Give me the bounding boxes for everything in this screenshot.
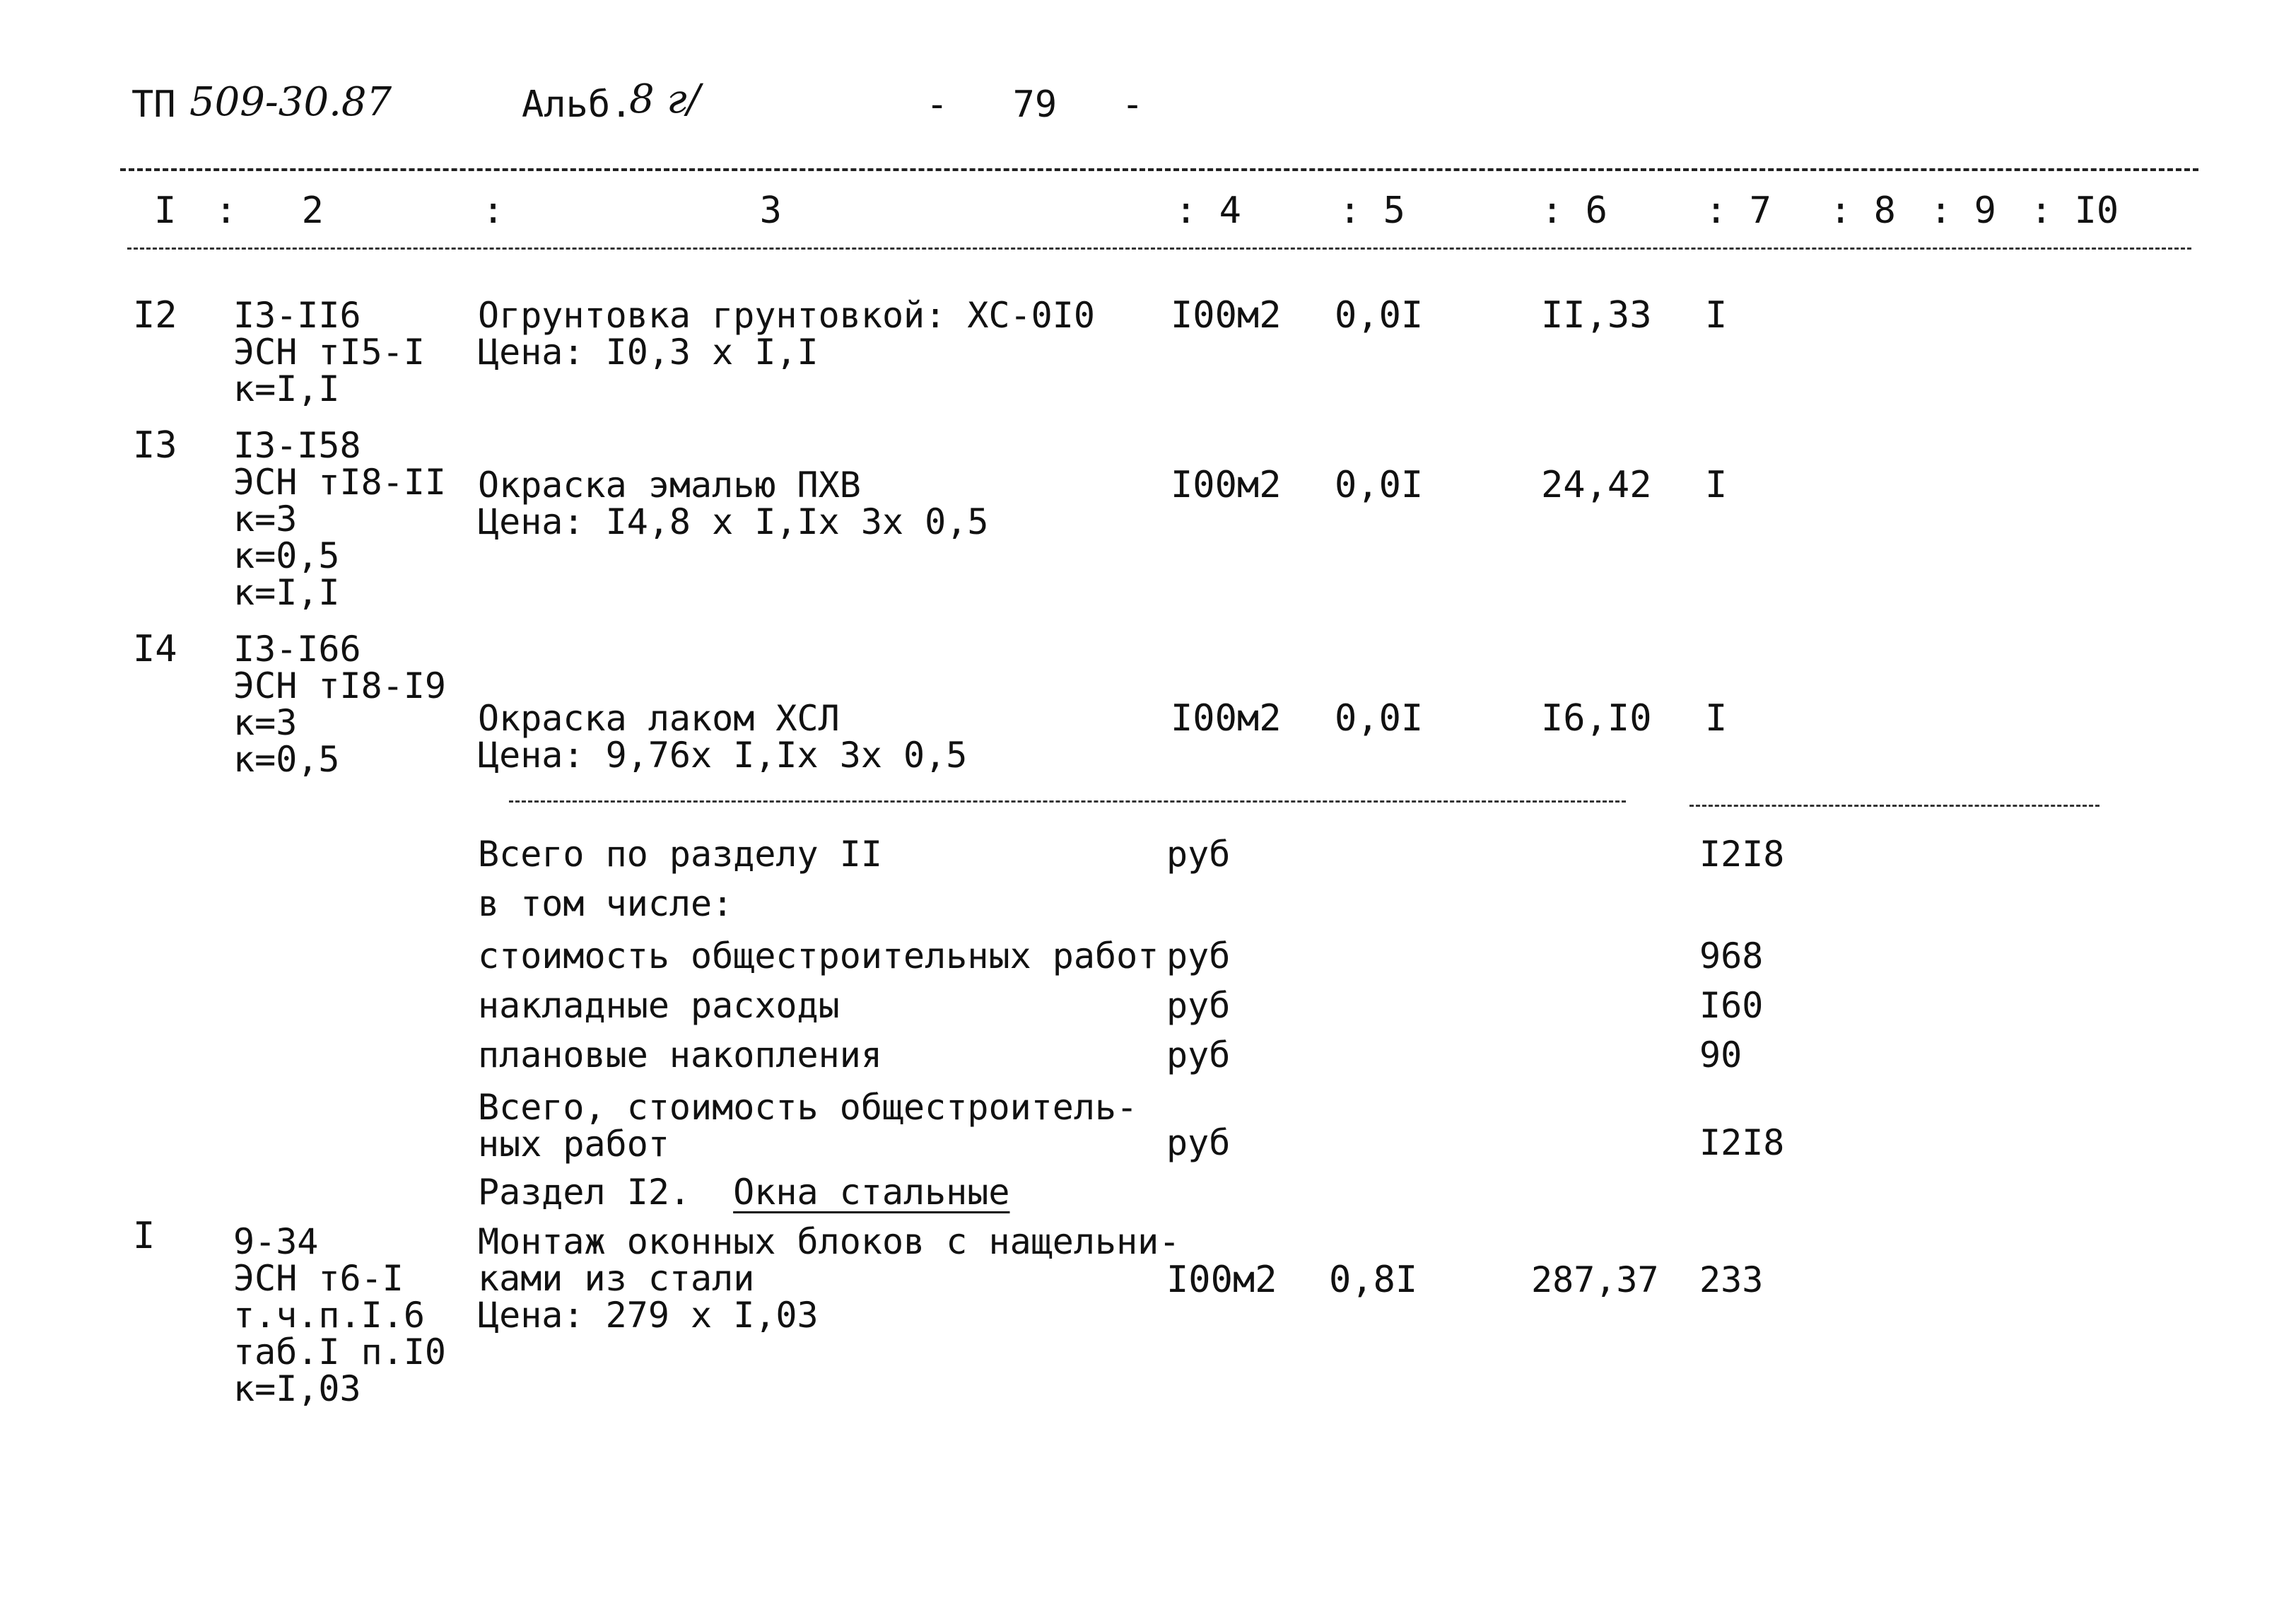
unit-price: 24,42 bbox=[1541, 464, 1652, 506]
work-description: Монтаж оконных блоков с нащельни- ками из стали Цена: 279 х I,03 bbox=[478, 1221, 1181, 1336]
unit: I00м2 bbox=[1171, 697, 1282, 740]
unit: I00м2 bbox=[1171, 464, 1282, 506]
doc-code-label: ТП bbox=[131, 83, 176, 126]
summary-unit: руб bbox=[1166, 935, 1231, 977]
quantity: 0,0I bbox=[1335, 697, 1424, 740]
quantity: 0,0I bbox=[1335, 464, 1424, 506]
summary-value: I60 bbox=[1699, 985, 1764, 1026]
col-header-8: : 8 bbox=[1829, 190, 1896, 232]
quantity: 0,0I bbox=[1335, 294, 1424, 337]
unit: I00м2 bbox=[1166, 1259, 1277, 1301]
norm-code: I3-I66 ЭСН тI8-I9 к=3 к=0,5 bbox=[233, 629, 447, 780]
unit: I00м2 bbox=[1171, 294, 1282, 337]
summary-unit: руб bbox=[1166, 985, 1231, 1026]
col-header-5: : 5 bbox=[1339, 190, 1405, 232]
summary-label: в том числе: bbox=[478, 883, 734, 924]
album-label: Альб. bbox=[522, 83, 633, 126]
norm-code: 9-34 ЭСН т6-I т.ч.п.I.6 таб.I п.I0 к=I,03 bbox=[233, 1221, 447, 1409]
col-header-1: I bbox=[154, 190, 177, 232]
row-number: I4 bbox=[133, 628, 177, 670]
col-header-9: : 9 bbox=[1930, 190, 1996, 232]
total-cost: I bbox=[1705, 697, 1728, 740]
page-number: - 79 - bbox=[926, 83, 1144, 126]
col-header-2: : 2 bbox=[215, 190, 324, 232]
norm-code: I3-I58 ЭСН тI8-II к=3 к=0,5 к=I,I bbox=[233, 425, 447, 613]
summary-value: 968 bbox=[1699, 935, 1764, 977]
total-cost: 233 bbox=[1699, 1259, 1764, 1300]
summary-label: Всего, стоимость общестроитель- ных работ bbox=[478, 1087, 1138, 1165]
summary-unit: руб bbox=[1166, 834, 1231, 875]
col-header-3: : 3 bbox=[482, 190, 782, 232]
summary-separator bbox=[509, 800, 1626, 803]
summary-label: накладные расходы bbox=[478, 985, 840, 1026]
work-description: Окраска лаком ХСЛ Цена: 9,76х I,Iх 3х 0,5 bbox=[478, 698, 968, 776]
summary-value: I2I8 bbox=[1699, 834, 1785, 875]
col-header-4: : 4 bbox=[1175, 190, 1241, 232]
header-top-rule bbox=[120, 168, 2198, 171]
unit-price: I6,I0 bbox=[1541, 697, 1652, 740]
doc-code-handwritten: 509-30.87 bbox=[189, 79, 392, 125]
col-header-7: : 7 bbox=[1705, 190, 1771, 232]
total-cost: I bbox=[1705, 464, 1728, 506]
summary-value: 90 bbox=[1699, 1034, 1742, 1076]
quantity: 0,8I bbox=[1329, 1259, 1418, 1301]
unit-price: II,33 bbox=[1541, 294, 1652, 337]
row-number: I3 bbox=[133, 424, 177, 467]
norm-code: I3-II6 ЭСН тI5-I к=I,I bbox=[233, 295, 425, 409]
work-description: Окраска эмалью ПХВ Цена: I4,8 х I,Iх 3х 0,5 bbox=[478, 465, 989, 542]
row-number: I bbox=[133, 1215, 156, 1257]
header-bottom-rule bbox=[127, 247, 2191, 250]
row-number: I2 bbox=[133, 294, 177, 337]
summary-label: Всего по разделу II bbox=[478, 834, 882, 875]
summary-separator-right bbox=[1689, 805, 2099, 807]
section-title bbox=[478, 1174, 1052, 1211]
section-prefix: Раздел I2. bbox=[478, 1172, 691, 1213]
col-header-6: : 6 bbox=[1541, 190, 1607, 232]
col-header-10: : I0 bbox=[2030, 190, 2119, 232]
total-cost: I bbox=[1705, 294, 1728, 337]
section-name: Окна стальные bbox=[733, 1172, 1010, 1213]
album-handwritten: 8 г/ bbox=[629, 76, 701, 122]
unit-price: 287,37 bbox=[1531, 1259, 1659, 1300]
summary-label: стоимость общестроительных работ bbox=[478, 935, 1159, 977]
work-description: Огрунтовка грунтовкой: ХС-0I0 Цена: I0,3 х I,I bbox=[478, 295, 1095, 373]
summary-label: плановые накопления bbox=[478, 1034, 882, 1076]
summary-value: I2I8 bbox=[1699, 1122, 1785, 1163]
summary-unit: руб bbox=[1166, 1034, 1231, 1076]
summary-unit: руб bbox=[1166, 1122, 1231, 1163]
